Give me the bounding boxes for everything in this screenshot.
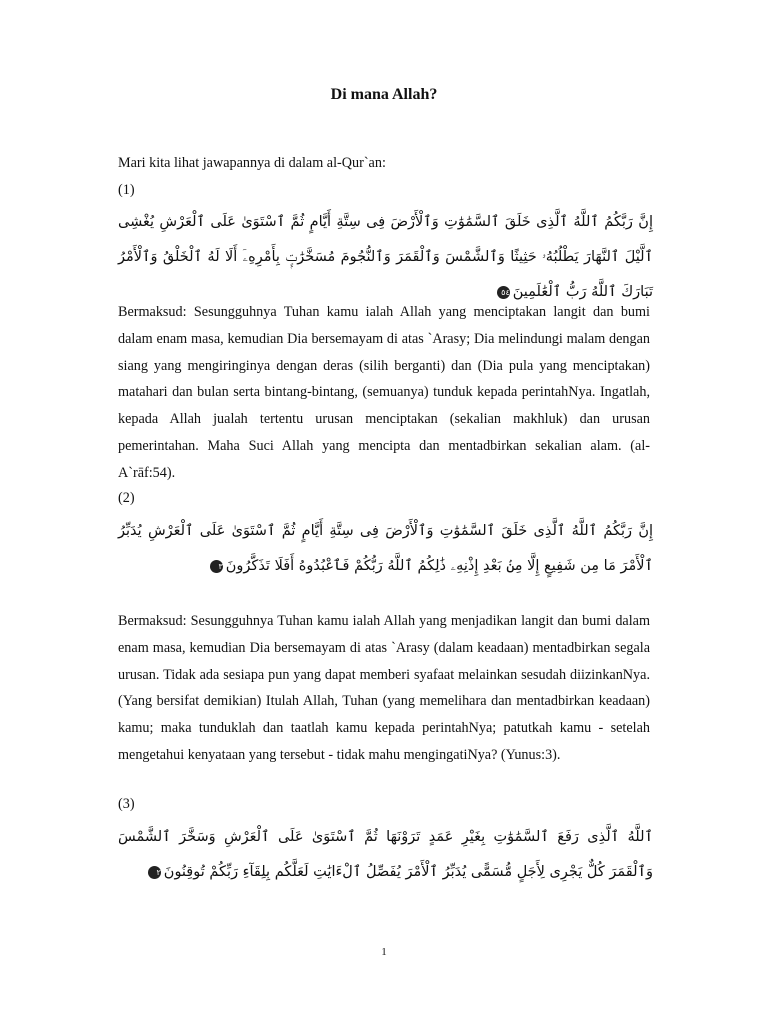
page-title: Di mana Allah? [330, 86, 438, 103]
section-2-arabic-text: إِنَّ رَبَّكُمُ ٱللَّهُ ٱلَّذِى خَلَقَ ٱلسَّمَٰوَٰتِ وَٱلْأَرْضَ فِى سِتَّةِ أَيَّامٍ ثُمَّ ٱسْتَوَىٰ عَلَى ٱلْعَرْشِ يُدَبِّرُ ٱلْأَمْرَ مَا مِن شَفِيعٍ إِلَّا مِنۢ بَعْدِ إِذْنِهِۦ ذَٰلِكُمُ ٱللَّهُ رَبُّكُمْ فَٱعْبُدُوهُ أَفَلَا تَذَكَّرُونَ [118, 523, 653, 574]
section-3-number: (3) [118, 796, 135, 812]
page-number: 1 [381, 946, 387, 958]
ayah-end-marker: ٢ [148, 866, 161, 879]
section-3-arabic-verse [118, 820, 653, 890]
section-1-arabic-verse [118, 205, 653, 310]
section-2-meaning: Bermaksud: Sesungguhnya Tuhan kamu ialah Allah yang menjadikan langit dan bumi dalam enam masa, kemudian Dia bersemayam di atas `Arasy (dalam keadaan) mentadbirkan segala urusan. Tidak ada sesiapa pun yang dapat memberi syafaat melainkan sesudah diizinkanNya. (Yang bersifat demikian) Itulah Allah, Tuhan (yang memelihara dan mentadbirkan keadaan) kamu; maka tunduklah dan taatlah kamu kepada perintahNya; patutkah kamu - setelah mengetahui kenyataan yang tersebut - tidak mahu mengingatiNya? (Yunus:3). [118, 613, 650, 763]
ayah-end-marker: ٣ [210, 560, 223, 573]
section-3-arabic-text: ٱللَّهُ ٱلَّذِى رَفَعَ ٱلسَّمَٰوَٰتِ بِغَيْرِ عَمَدٍ تَرَوْنَهَا ثُمَّ ٱسْتَوَىٰ عَلَى ٱلْعَرْشِ وَسَخَّرَ ٱلشَّمْسَ وَٱلْقَمَرَ كُلٌّ يَجْرِى لِأَجَلٍ مُّسَمًّى يُدَبِّرُ ٱلْأَمْرَ يُفَصِّلُ ٱلْءَايَٰتِ لَعَلَّكُم بِلِقَآءِ رَبِّكُمْ تُوقِنُونَ [118, 829, 653, 880]
section-1-meaning: Bermaksud: Sesungguhnya Tuhan kamu ialah Allah yang menciptakan langit dan bumi dalam enam masa, kemudian Dia bersemayam di atas `Arasy; Dia melindungi malam dengan siang yang mengiringinya dengan deras (silih berganti) dan (Dia pula yang menciptakan) matahari dan bulan serta bintang-bintang, (semuanya) tunduk kepada perintahNya. Ingatlah, kepada Allah jualah tertentu urusan menciptakan (sekalian makhluk) dan urusan pemerintahan. Maha Suci Allah yang mencipta dan mentadbirkan sekalian alam. (al-A`rāf:54). [118, 304, 650, 481]
intro-text: Mari kita lihat jawapannya di dalam al-Qur`an: [118, 155, 386, 171]
section-1-arabic-text: إِنَّ رَبَّكُمُ ٱللَّهُ ٱلَّذِى خَلَقَ ٱلسَّمَٰوَٰتِ وَٱلْأَرْضَ فِى سِتَّةِ أَيَّامٍ ثُمَّ ٱسْتَوَىٰ عَلَى ٱلْعَرْشِ يُغْشِى ٱلَّيْلَ ٱلنَّهَارَ يَطْلُبُهُۥ حَثِيثًا وَٱلشَّمْسَ وَٱلْقَمَرَ وَٱلنُّجُومَ مُسَخَّرَٰتٍۭ بِأَمْرِهِۦٓ أَلَا لَهُ ٱلْخَلْقُ وَٱلْأَمْرُ تَبَارَكَ ٱللَّهُ رَبُّ ٱلْعَٰلَمِينَ [118, 214, 653, 300]
section-1-number: (1) [118, 182, 135, 198]
section-2-arabic-verse [118, 514, 653, 584]
section-2-number: (2) [118, 490, 135, 506]
ayah-end-marker: ٥٤ [497, 286, 510, 299]
